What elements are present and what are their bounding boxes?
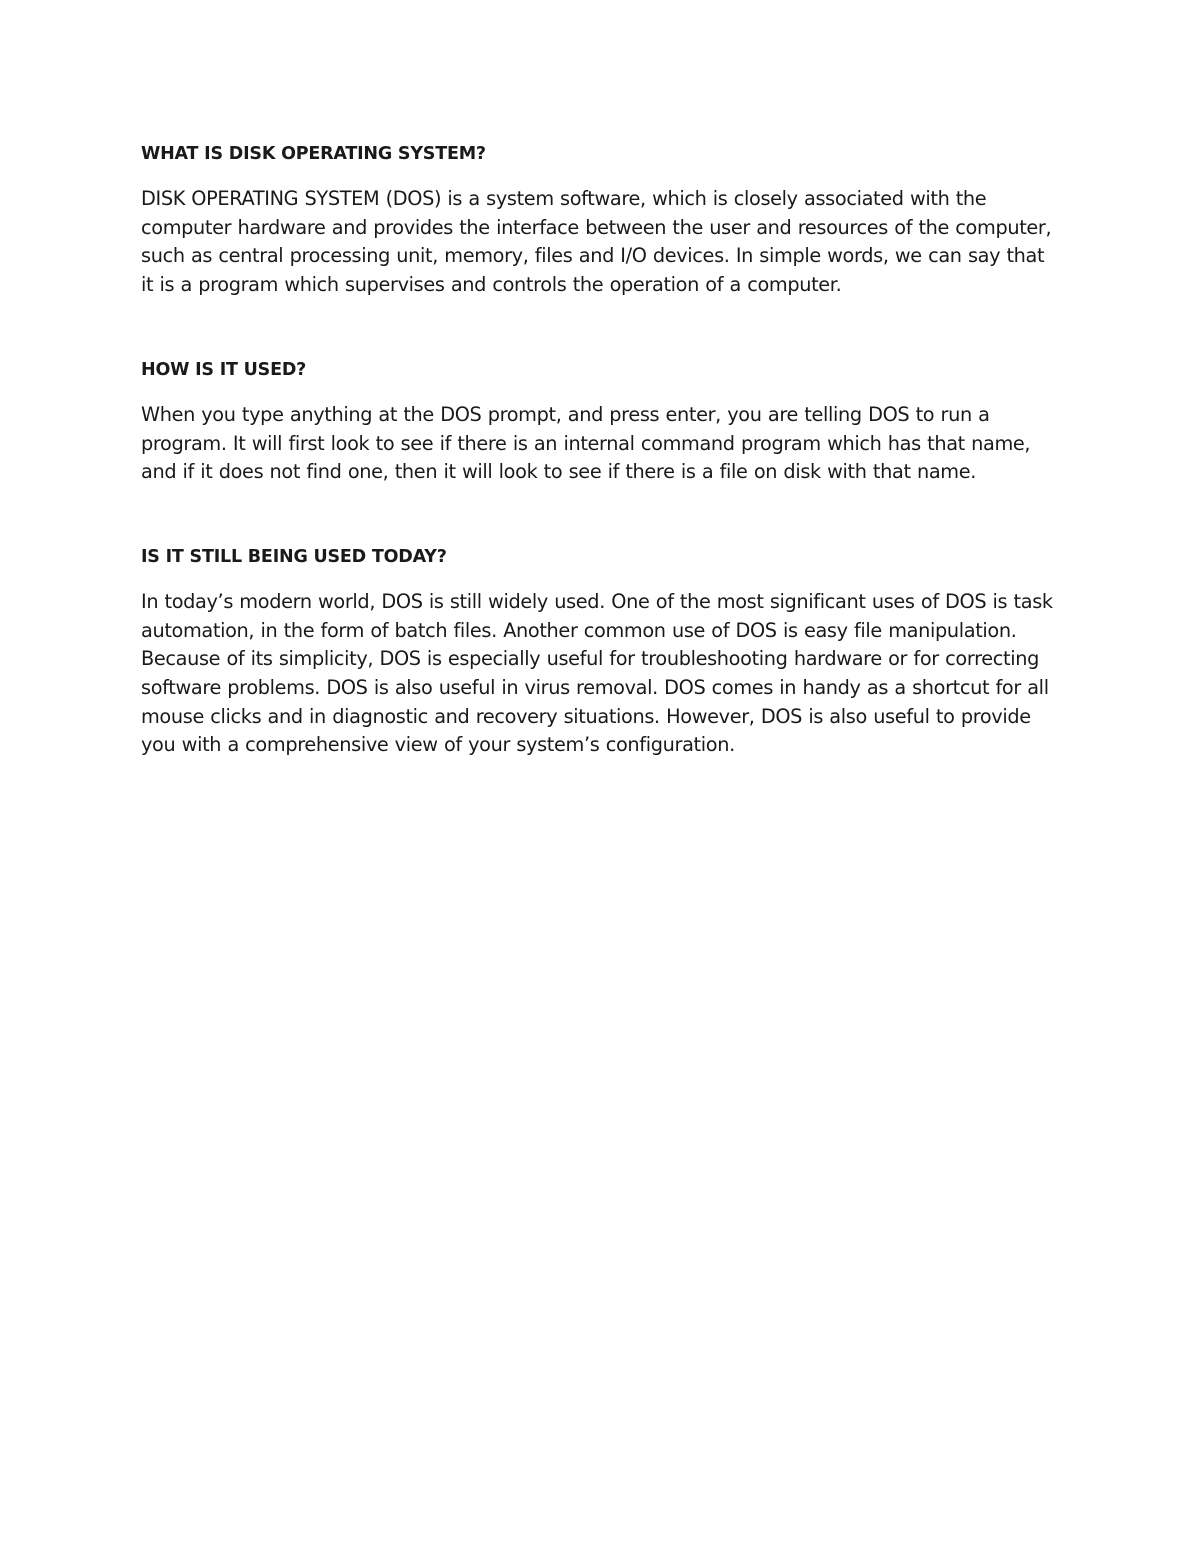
section-heading: HOW IS IT USED? — [141, 359, 307, 380]
section-paragraph: When you type anything at the DOS prompt, and press enter, you are telling DOS to run a program. It will first look to see if there is an internal command program which has that name, and if it does not find one, then it will look to see if there is a file on disk with that name. — [141, 402, 1031, 484]
section-paragraph: In today’s modern world, DOS is still widely used. One of the most significant uses of DOS is task automation, in the form of batch files. Another common use of DOS is easy file manipulation. Because of its simplicity, DOS is especially useful for troubleshooting hardware or for correcting software problems. DOS is also useful in virus removal. DOS comes in handy as a shortcut for all mouse clicks and in diagnostic and recovery situations. However, DOS is also useful to provide you with a comprehensive view of your system’s configuration. — [141, 589, 1053, 757]
section-heading: IS IT STILL BEING USED TODAY? — [141, 546, 447, 567]
section-what-is-dos — [141, 140, 1061, 300]
section-how-is-it-used — [141, 356, 1061, 487]
section-paragraph: DISK OPERATING SYSTEM (DOS) is a system software, which is closely associated with the computer hardware and provides the interface between the user and resources of the computer, such as central processing unit, memory, files and I/O devices. In simple words, we can say that it is a program which supervises and controls the operation of a computer. — [141, 187, 1052, 297]
section-heading: WHAT IS DISK OPERATING SYSTEM? — [141, 144, 486, 164]
document-content — [141, 140, 1061, 816]
section-still-used-today — [141, 543, 1061, 760]
